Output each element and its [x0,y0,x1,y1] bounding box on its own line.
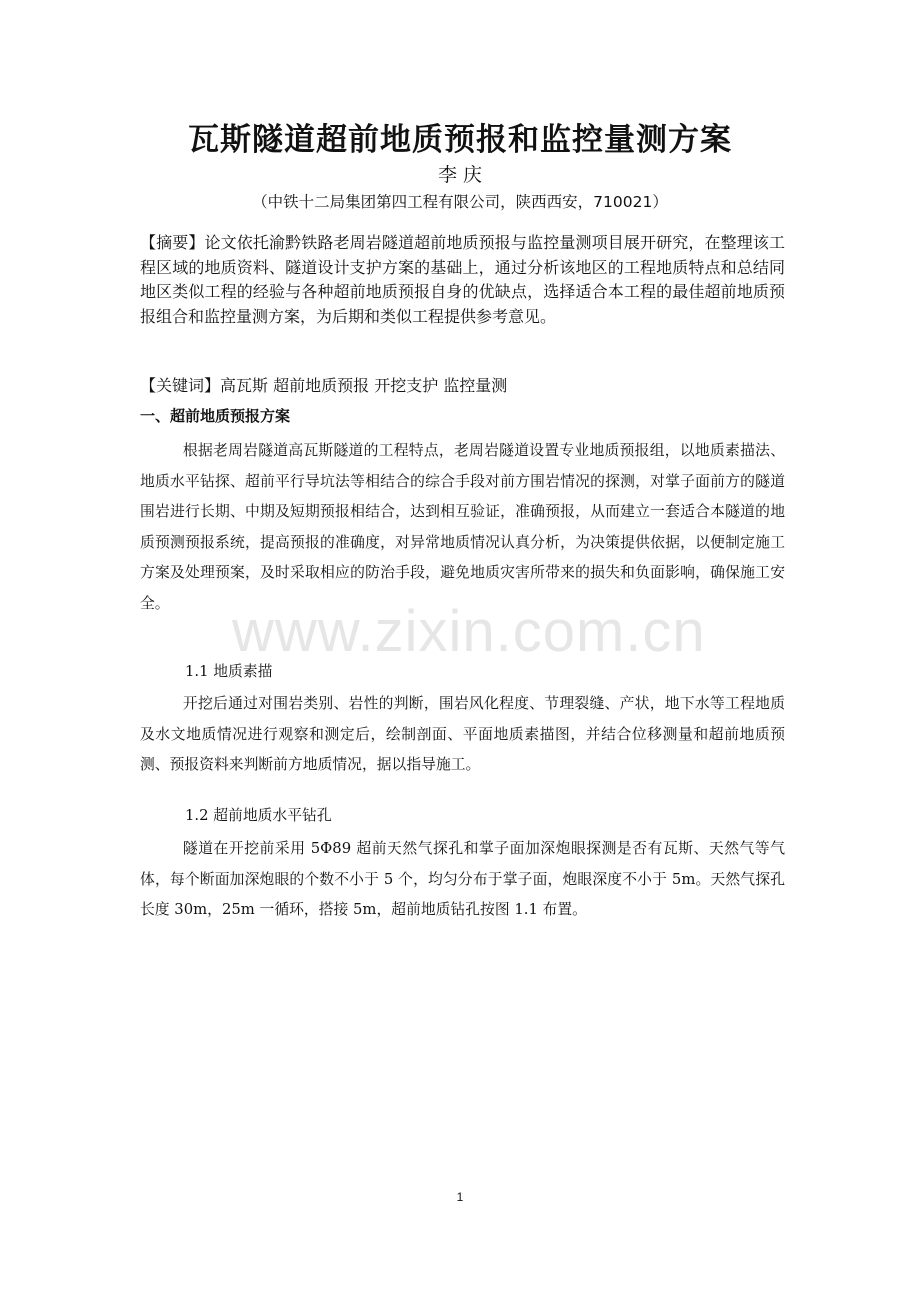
document-title: 瓦斯隧道超前地质预报和监控量测方案 [188,122,732,158]
subsection-heading: 1.2 超前地质水平钻孔 [185,807,332,824]
keywords-text: 高瓦斯 超前地质预报 开挖支护 监控量测 [220,376,508,395]
keywords [140,373,785,396]
body-paragraph: 根据老周岩隧道高瓦斯隧道的工程特点，老周岩隧道设置专业地质预报组，以地质素描法、地质水平钻探、超前平行导坑法等相结合的综合手段对前方围岩情况的探测，对掌子面前方的隧道围岩进行长期、中期及短期预报相结合，达到相互验证，准确预报，从而建立一套适合本隧道的地质预测预报系统，提高预报的准确度，对异常地质情况认真分析，为决策提供依据，以便制定施工方案及处理预案，及时采取相应的防治手段，避免地质灾害所带来的损失和负面影响，确保施工安全。 [140,442,785,612]
abstract [140,231,785,329]
subsection-heading: 1.1 地质素描 [185,663,273,680]
author-name: 李 庆 [437,164,483,186]
body-paragraph: 开挖后通过对围岩类别、岩性的判断，围岩风化程度、节理裂缝、产状，地下水等工程地质及水文地质情况进行观察和测定后，绘制剖面、平面地质素描图，并结合位移测量和超前地质预测、预报资料来判断前方地质情况，据以指导施工。 [140,695,785,773]
section-heading: 一、超前地质预报方案 [140,407,291,425]
keywords-label: 【关键词】 [140,376,221,395]
abstract-label: 【摘要】 [140,233,205,252]
author-affiliation: （中铁十二局集团第四工程有限公司，陕西西安，710021） [252,193,668,211]
watermark: www.zixin.com.cn [232,599,706,664]
page-number: 1 [456,1190,464,1204]
abstract-text: 论文依托渝黔铁路老周岩隧道超前地质预报与监控量测项目展开研究，在整理该工程区域的地质资料、隧道设计支护方案的基础上，通过分析该地区的工程地质特点和总结同地区类似工程的经验与各种超前地质预报自身的优缺点，选择适合本工程的最佳超前地质预报组合和监控量测方案，为后期和类似工程提供参考意见。 [140,233,785,326]
body-paragraph: 隧道在开挖前采用 5Φ89 超前天然气探孔和掌子面加深炮眼探测是否有瓦斯、天然气等气体，每个断面加深炮眼的个数不小于 5 个，均匀分布于掌子面，炮眼深度不小于 5m。天然气探孔长度 30m，25m 一循环，搭接 5m，超前地质钻孔按图 1.1 布置。 [140,840,785,918]
